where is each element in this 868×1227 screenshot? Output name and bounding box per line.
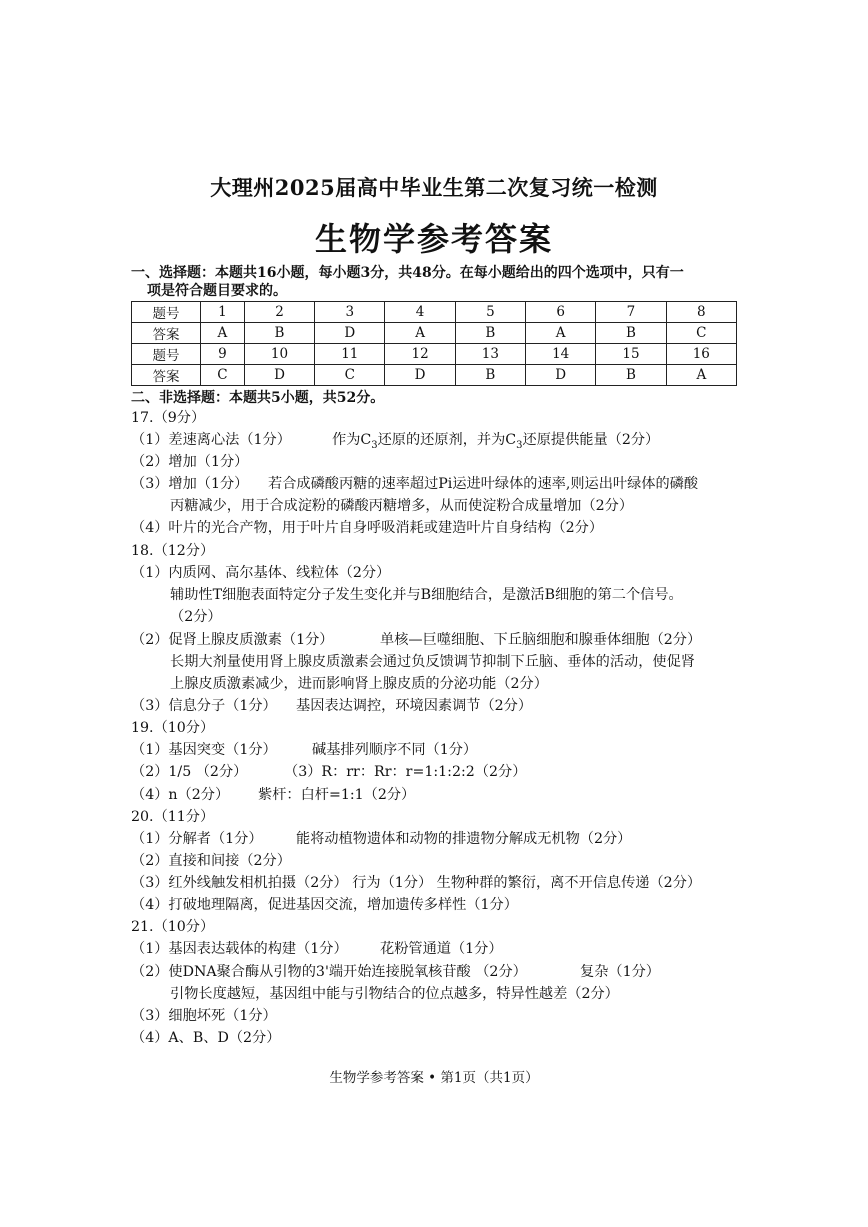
answer-cell: D <box>526 365 596 386</box>
answer-cell: D <box>385 365 455 386</box>
question-number-cell: 5 <box>455 302 525 323</box>
section1-heading-line2: 项是符合题目要求的。 <box>147 283 287 299</box>
q20-answer-4: （4）打破地理隔离，促进基因交流，增加遗传多样性（1分） <box>131 897 518 913</box>
table-row <box>132 302 737 323</box>
answer-cell: B <box>455 365 525 386</box>
q21-answer-3: （3）细胞坏死（1分） <box>131 1008 277 1024</box>
q19-answer-3: （3）R：rr：Rr：r=1:1:2:2（2分） <box>284 764 527 780</box>
table-row <box>132 323 737 344</box>
answer-cell: A <box>666 365 736 386</box>
table-row <box>132 344 737 365</box>
question-number-cell: 6 <box>526 302 596 323</box>
q19-answer-1a: （1）基因突变（1分） <box>131 742 277 758</box>
q17-1b-pre: 作为C <box>332 432 372 448</box>
question-number-cell: 12 <box>385 344 455 365</box>
q17-1b-sub1: 3 <box>371 439 378 451</box>
q17-1b-sub2: 3 <box>516 439 523 451</box>
question-number-cell: 11 <box>315 344 385 365</box>
question-number-cell: 9 <box>201 344 245 365</box>
section2-heading: 二、非选择题：本题共5小题，共52分。 <box>131 390 385 406</box>
q21-answer-1b: 花粉管通道（1分） <box>380 941 503 957</box>
answer-cell: B <box>596 323 666 344</box>
exam-title: 大理州2025届高中毕业生第二次复习统一检测 <box>210 175 658 200</box>
question-number-row-label: 题号 <box>132 344 201 365</box>
q20-answer-1b: 能将动植物遗体和动物的排遗物分解成无机物（2分） <box>296 831 632 847</box>
q20-answer-3: （3）红外线触发相机拍摄（2分） 行为（1分） 生物种群的繁衍，离不开信息传递（2分） <box>131 875 702 891</box>
q20-answer-1a: （1）分解者（1分） <box>131 831 263 847</box>
answer-cell: D <box>315 323 385 344</box>
question-number-cell: 10 <box>244 344 314 365</box>
question-number-row-label: 题号 <box>132 302 201 323</box>
q21-heading: 21.（10分） <box>131 919 215 935</box>
q19-heading: 19.（10分） <box>131 720 215 736</box>
q17-heading: 17.（9分） <box>131 410 206 426</box>
table-row <box>132 365 737 386</box>
q17-answer-1b <box>332 430 659 456</box>
page-footer: 生物学参考答案 • 第1页（共1页） <box>329 1070 539 1086</box>
q18-heading: 18.（12分） <box>131 543 215 559</box>
q18-answer-2c: 长期大剂量使用肾上腺皮质激素会通过负反馈调节抑制下丘脑、垂体的活动，使促肾 <box>170 654 695 670</box>
answer-cell: C <box>315 365 385 386</box>
q17-answer-1a: （1）差速离心法（1分） <box>131 432 291 448</box>
answer-cell: B <box>244 323 314 344</box>
q17-answer-2: （2）增加（1分） <box>131 454 249 470</box>
answer-row-label: 答案 <box>132 323 201 344</box>
q18-answer-2d: 上腺皮质激素减少，进而影响肾上腺皮质的分泌功能（2分） <box>170 676 548 692</box>
q21-answer-1a: （1）基因表达载体的构建（1分） <box>131 941 348 957</box>
answer-cell: D <box>244 365 314 386</box>
q21-answer-2c: 引物长度越短，基因组中能与引物结合的位点越多，特异性越差（2分） <box>170 986 619 1002</box>
q17-answer-3a: （3）增加（1分） <box>131 476 249 492</box>
q19-answer-2: （2）1/5 （2分） <box>131 764 248 780</box>
q17-1b-mid: 还原的还原剂，并为C <box>377 432 517 448</box>
question-number-cell: 7 <box>596 302 666 323</box>
q21-answer-4: （4）A、B、D（2分） <box>131 1030 281 1046</box>
question-number-cell: 16 <box>666 344 736 365</box>
answer-cell: C <box>666 323 736 344</box>
q17-answer-4: （4）叶片的光合产物，用于叶片自身呼吸消耗或建造叶片自身结构（2分） <box>131 520 604 536</box>
q18-answer-3a: （3）信息分子（1分） <box>131 698 277 714</box>
document-title: 生物学参考答案 <box>314 220 553 258</box>
q17-answer-3b: 若合成磷酸丙糖的速率超过Pi运进叶绿体的速率,则运出叶绿体的磷酸 <box>268 476 699 492</box>
question-number-cell: 14 <box>526 344 596 365</box>
question-number-cell: 13 <box>455 344 525 365</box>
answer-cell: C <box>201 365 245 386</box>
question-number-cell: 1 <box>201 302 245 323</box>
q18-answer-1: （1）内质网、高尔基体、线粒体（2分） <box>131 565 391 581</box>
q19-answer-4a: （4）n（2分） <box>131 787 230 803</box>
q20-answer-2: （2）直接和间接（2分） <box>131 853 291 869</box>
q18-answer-3b: 基因表达调控，环境因素调节（2分） <box>296 698 533 714</box>
q19-answer-1b: 碱基排列顺序不同（1分） <box>312 742 478 758</box>
q19-answer-4b: 紫杆：白杆=1:1（2分） <box>258 787 416 803</box>
answer-cell: A <box>385 323 455 344</box>
question-number-cell: 8 <box>666 302 736 323</box>
q18-answer-1c: （2分） <box>170 609 222 625</box>
question-number-cell: 2 <box>244 302 314 323</box>
q18-answer-1b: 辅助性T细胞表面特定分子发生变化并与B细胞结合，是激活B细胞的第二个信号。 <box>170 587 683 603</box>
answer-row-label: 答案 <box>132 365 201 386</box>
answer-cell: B <box>596 365 666 386</box>
q18-answer-2b: 单核—巨噬细胞、下丘脑细胞和腺垂体细胞（2分） <box>380 632 702 648</box>
q17-1b-post: 还原提供能量（2分） <box>522 432 660 448</box>
answer-cell: A <box>526 323 596 344</box>
question-number-cell: 3 <box>315 302 385 323</box>
question-number-cell: 4 <box>385 302 455 323</box>
section1-heading-line1: 一、选择题：本题共16小题，每小题3分，共48分。在每小题给出的四个选项中，只有一 <box>131 265 684 281</box>
q18-answer-2a: （2）促肾上腺皮质激素（1分） <box>131 632 334 648</box>
question-number-cell: 15 <box>596 344 666 365</box>
answer-table <box>131 301 737 386</box>
q17-answer-3c: 丙糖减少，用于合成淀粉的磷酸丙糖增多，从而使淀粉合成量增加（2分） <box>170 498 634 514</box>
answer-cell: B <box>455 323 525 344</box>
q21-answer-2a: （2）使DNA聚合酶从引物的3'端开始连接脱氧核苷酸 （2分） <box>131 964 527 980</box>
q21-answer-2b: 复杂（1分） <box>580 964 660 980</box>
q20-heading: 20.（11分） <box>131 809 215 825</box>
answer-cell: A <box>201 323 245 344</box>
